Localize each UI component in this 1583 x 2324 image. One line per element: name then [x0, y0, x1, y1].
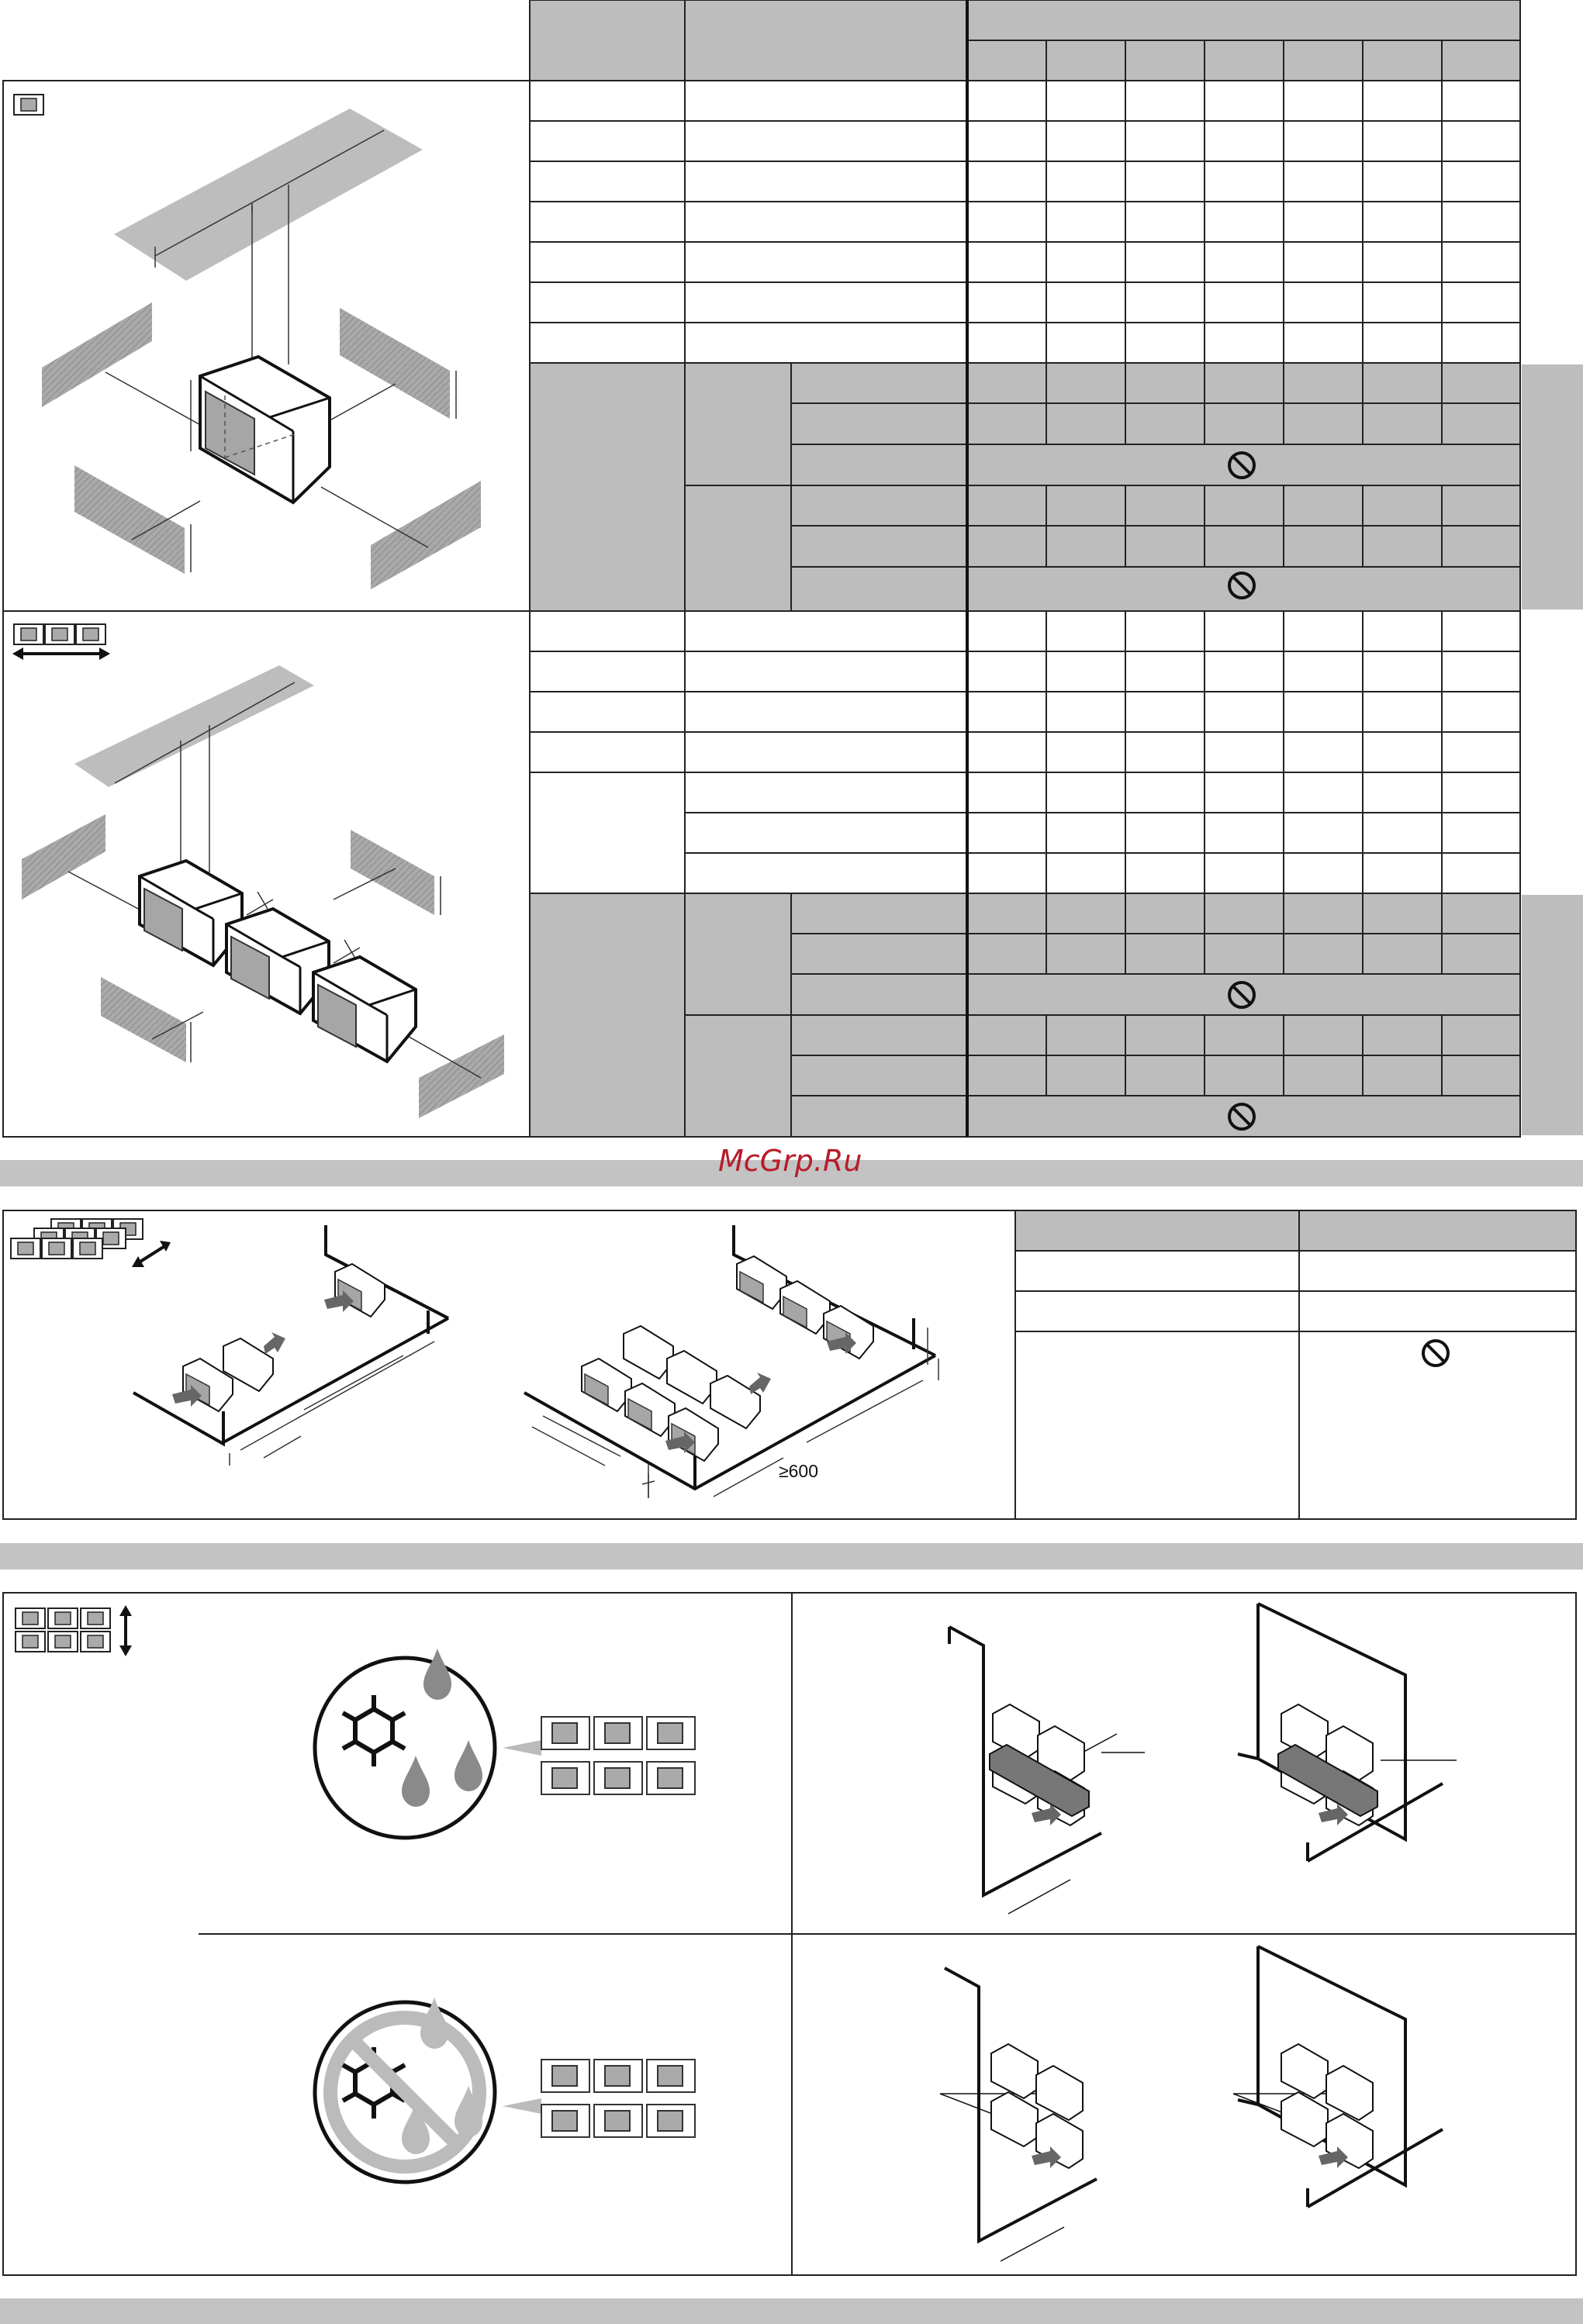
section-stacked-units: [3, 1593, 1576, 2275]
section-divider: [0, 2298, 1583, 2324]
section-single-unit: [3, 0, 1583, 611]
section-row-units: [3, 611, 1583, 1137]
row-units-icon: [12, 624, 110, 660]
section-divider: [0, 1543, 1583, 1569]
watermark: McGrp.Ru: [718, 1144, 862, 1178]
dimension-label: ≥600: [779, 1461, 818, 1481]
single-unit-icon: [14, 95, 43, 115]
